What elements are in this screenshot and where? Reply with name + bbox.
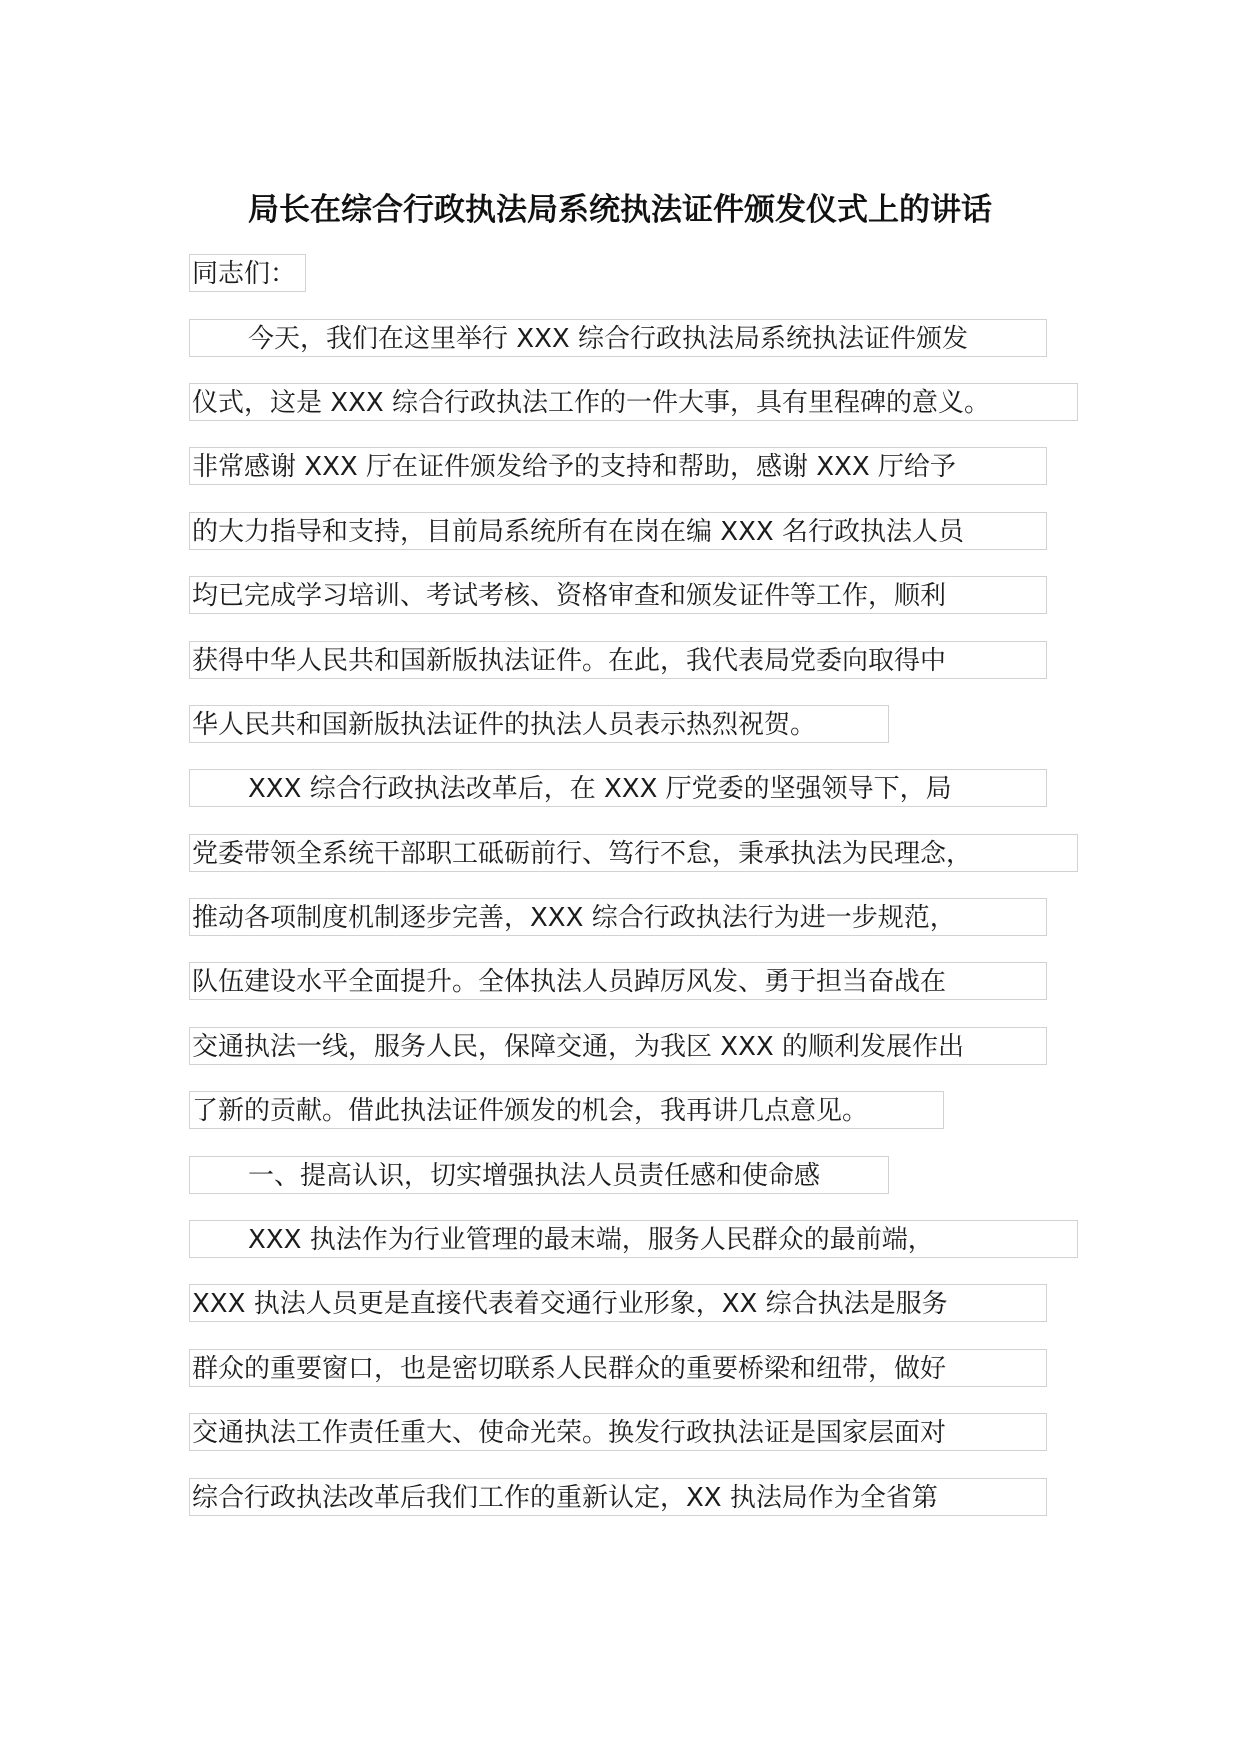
text-line: 群众的重要窗口，也是密切联系人民群众的重要桥梁和纽带，做好	[189, 1349, 1047, 1387]
text-line: 非常感谢 XXX 厅在证件颁发给予的支持和帮助，感谢 XXX 厅给予	[189, 447, 1047, 485]
text-line: 均已完成学习培训、考试考核、资格审查和颁发证件等工作，顺利	[189, 576, 1047, 614]
text-line: 综合行政执法改革后我们工作的重新认定，XX 执法局作为全省第	[189, 1478, 1047, 1516]
text-line: XXX 执法作为行业管理的最末端，服务人民群众的最前端，	[189, 1220, 1078, 1258]
text-line: 的大力指导和支持，目前局系统所有在岗在编 XXX 名行政执法人员	[189, 512, 1047, 550]
section-heading: 一、提高认识，切实增强执法人员责任感和使命感	[189, 1156, 889, 1194]
text-line: XXX 执法人员更是直接代表着交通行业形象，XX 综合执法是服务	[189, 1284, 1047, 1322]
text-line: 今天，我们在这里举行 XXX 综合行政执法局系统执法证件颁发	[189, 319, 1047, 357]
text-line: 交通执法工作责任重大、使命光荣。换发行政执法证是国家层面对	[189, 1413, 1047, 1451]
text-line: 仪式，这是 XXX 综合行政执法工作的一件大事，具有里程碑的意义。	[189, 383, 1078, 421]
text-line: 推动各项制度机制逐步完善，XXX 综合行政执法行为进一步规范，	[189, 898, 1047, 936]
text-line: 党委带领全系统干部职工砥砺前行、笃行不怠，秉承执法为民理念，	[189, 834, 1078, 872]
salutation-line: 同志们：	[189, 254, 306, 292]
document-title: 局长在综合行政执法局系统执法证件颁发仪式上的讲话	[248, 192, 992, 228]
text-line: 华人民共和国新版执法证件的执法人员表示热烈祝贺。	[189, 705, 889, 743]
text-line: 交通执法一线，服务人民，保障交通，为我区 XXX 的顺利发展作出	[189, 1027, 1047, 1065]
text-line: 获得中华人民共和国新版执法证件。在此，我代表局党委向取得中	[189, 641, 1047, 679]
text-line: 队伍建设水平全面提升。全体执法人员踔厉风发、勇于担当奋战在	[189, 962, 1047, 1000]
text-line: XXX 综合行政执法改革后，在 XXX 厅党委的坚强领导下，局	[189, 769, 1047, 807]
text-line: 了新的贡献。借此执法证件颁发的机会，我再讲几点意见。	[189, 1091, 944, 1129]
